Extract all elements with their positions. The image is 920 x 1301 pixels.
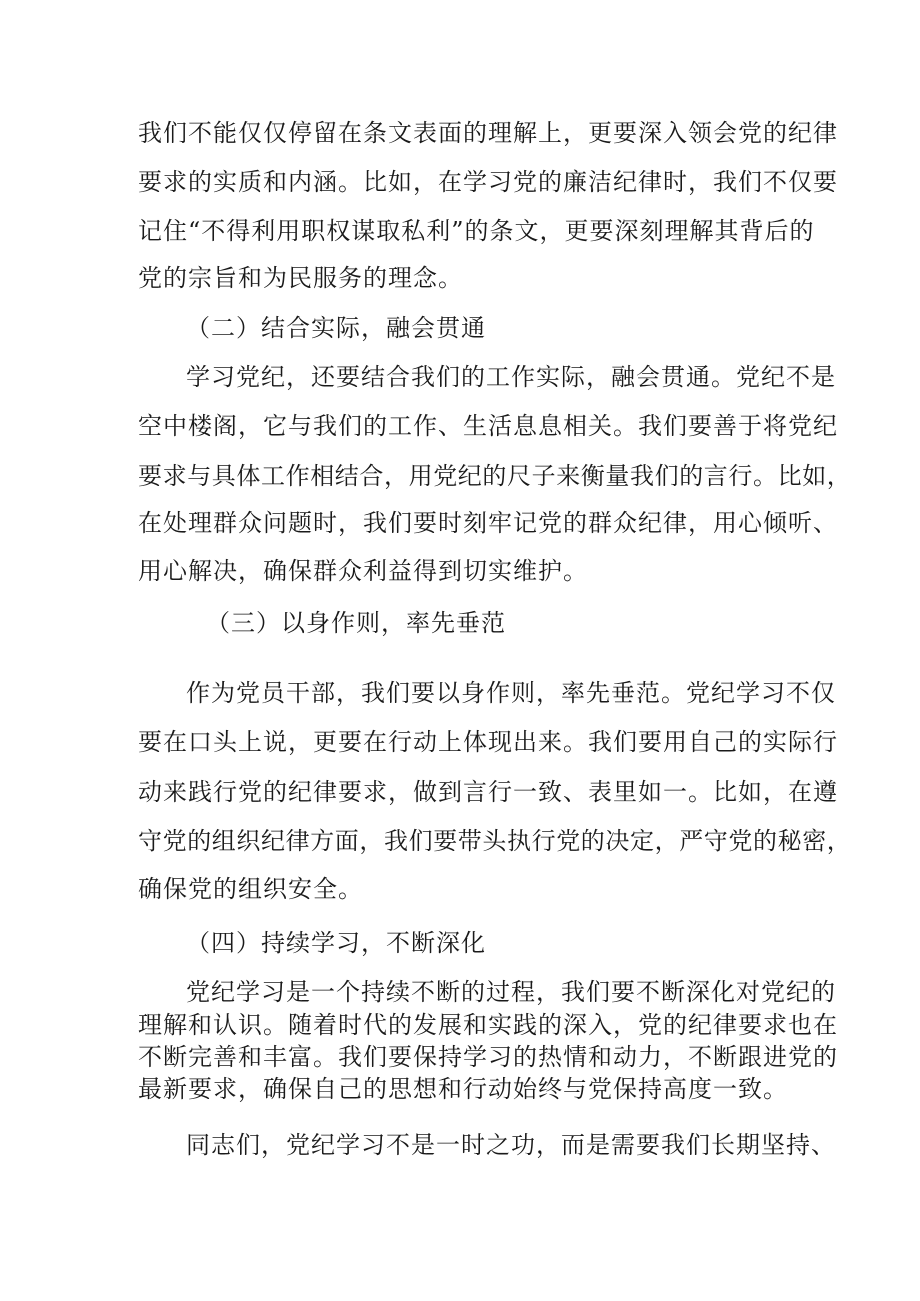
paragraph-3-line-4: 守党的组织纪律方面，我们要带头执行党的决定，严守党的秘密， (138, 827, 852, 855)
paragraph-1-line-1: 我们不能仅仅停留在条文表面的理解上，更要深入领会党的纪律 (138, 119, 838, 147)
paragraph-2-line-3: 要求与具体工作相结合，用党纪的尺子来衡量我们的言行。比如， (138, 462, 852, 490)
paragraph-1-line-3: 记住“不得利用职权谋取私利”的条文，更要深刻理解其背后的 (138, 217, 815, 245)
paragraph-3-line-2: 要在口头上说，更要在行动上体现出来。我们要用自己的实际行 (138, 728, 838, 756)
paragraph-3-line-3: 动来践行党的纪律要求，做到言行一致、表里如一。比如，在遵 (138, 778, 838, 806)
paragraph-1-line-2: 要求的实质和内涵。比如，在学习党的廉洁纪律时，我们不仅要 (138, 168, 838, 196)
paragraph-3-line-1: 作为党员干部，我们要以身作则，率先垂范。党纪学习不仅 (186, 679, 836, 707)
paragraph-4-line-4: 最新要求，确保自己的思想和行动始终与党保持高度一致。 (138, 1075, 788, 1103)
paragraph-4-line-2: 理解和认识。随着时代的发展和实践的深入，党的纪律要求也在 (138, 1011, 838, 1039)
section-heading-2: （二）结合实际，融会贯通 (186, 314, 486, 342)
section-heading-4: （四）持续学习，不断深化 (186, 929, 486, 957)
paragraph-4-line-1: 党纪学习是一个持续不断的过程，我们要不断深化对党纪的 (186, 978, 836, 1006)
paragraph-3-line-5: 确保党的组织安全。 (138, 875, 363, 903)
paragraph-4-line-3: 不断完善和丰富。我们要保持学习的热情和动力，不断跟进党的 (138, 1043, 838, 1071)
paragraph-2-line-2: 空中楼阁，它与我们的工作、生活息息相关。我们要善于将党纪 (138, 412, 838, 440)
section-heading-3: （三）以身作则，率先垂范 (206, 609, 506, 637)
paragraph-1-line-4: 党的宗旨和为民服务的理念。 (138, 264, 463, 292)
paragraph-2-line-1: 学习党纪，还要结合我们的工作实际，融会贯通。党纪不是 (186, 363, 836, 391)
paragraph-2-line-5: 用心解决，确保群众利益得到切实维护。 (138, 557, 588, 585)
paragraph-5-line-1: 同志们，党纪学习不是一时之功，而是需要我们长期坚持、 (186, 1131, 836, 1159)
paragraph-2-line-4: 在处理群众问题时，我们要时刻牢记党的群众纪律，用心倾听、 (138, 509, 838, 537)
